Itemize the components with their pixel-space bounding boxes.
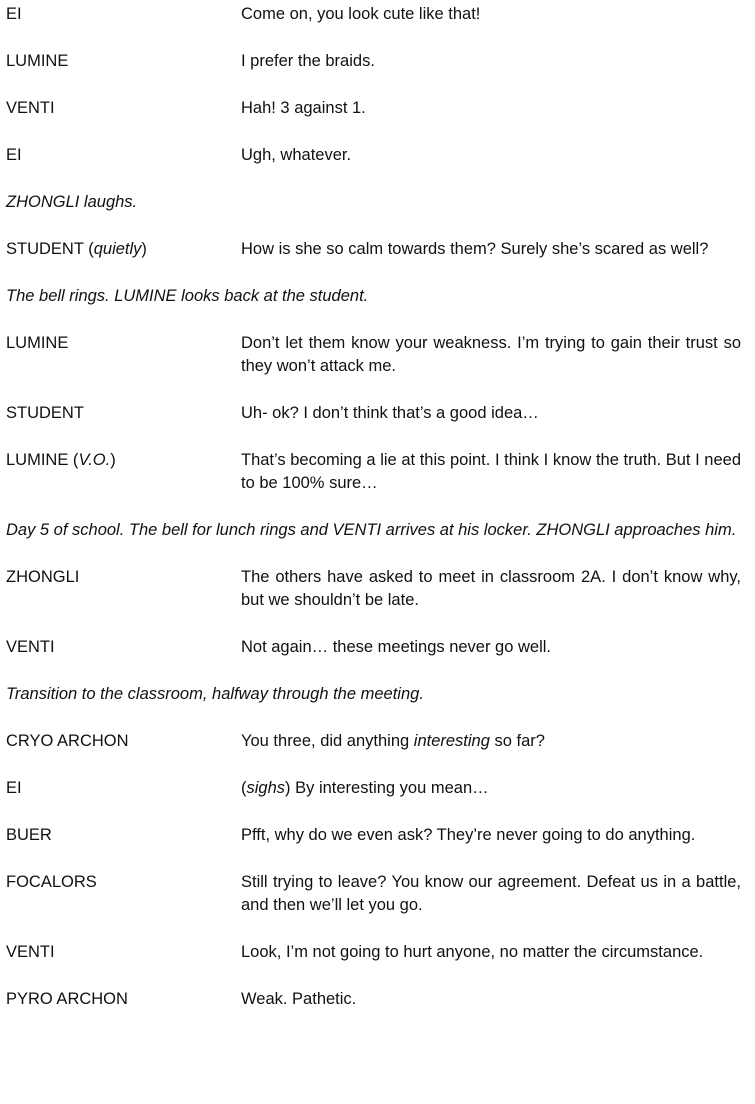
dialogue-text-part: so far? [489, 732, 545, 750]
dialogue-line [6, 777, 741, 800]
character-name: LUMINE [6, 52, 69, 70]
character-name: EI [6, 146, 22, 164]
dialogue-line [6, 50, 741, 73]
character-name: VENTI [6, 943, 55, 961]
dialogue-text [241, 730, 741, 753]
dialogue-line [6, 238, 741, 261]
dialogue-line [6, 824, 741, 847]
character-name: CRYO ARCHON [6, 732, 129, 750]
character-name: VENTI [6, 638, 55, 656]
dialogue-line [6, 636, 741, 659]
dialogue-text: Come on, you look cute like that! [241, 5, 481, 23]
dialogue-text: Not again… these meetings never go well. [241, 638, 552, 656]
parenthetical: sighs [246, 779, 286, 797]
character-name: EI [6, 5, 22, 23]
character-name: ZHONGLI [6, 568, 80, 586]
character-name: PYRO ARCHON [6, 990, 128, 1008]
dialogue-text: Ugh, whatever. [241, 146, 352, 164]
character-name: STUDENT [6, 404, 84, 422]
dialogue-line [6, 566, 741, 612]
dialogue-text: How is she so calm towards them? Surely she’s scared as well? [241, 240, 709, 258]
dialogue-text: Don’t let them know your weakness. I’m trying to gain their trust so they won’t attack me. [241, 334, 741, 375]
screenplay-page [6, 3, 741, 1035]
dialogue-text-part: You three, did anything [241, 732, 414, 750]
character-name: EI [6, 779, 22, 797]
dialogue-text: Pfft, why do we even ask? They’re never going to do anything. [241, 826, 696, 844]
dialogue-line [6, 871, 741, 917]
stage-direction: Transition to the classroom, halfway through the meeting. [6, 685, 424, 703]
dialogue-line [6, 402, 741, 425]
dialogue-line [6, 988, 741, 1011]
dialogue-text: Uh- ok? I don’t think that’s a good idea… [241, 404, 539, 422]
character-name-block: LUMINE (V.O.) [6, 451, 116, 469]
dialogue-line [6, 144, 741, 167]
parenthetical: quietly [93, 240, 142, 258]
character-name: LUMINE [6, 334, 69, 352]
stage-direction: Day 5 of school. The bell for lunch rings and VENTI arrives at his locker. ZHONGLI approaches him. [6, 521, 737, 539]
stage-direction: ZHONGLI laughs. [6, 193, 138, 211]
stage-direction: The bell rings. LUMINE looks back at the student. [6, 287, 369, 305]
dialogue-line [6, 3, 741, 26]
dialogue-text: Still trying to leave? You know our agreement. Defeat us in a battle, and then we’ll let you go. [241, 873, 741, 914]
dialogue-line [6, 941, 741, 964]
character-name: BUER [6, 826, 52, 844]
dialogue-line [6, 449, 741, 495]
dialogue-text: Look, I’m not going to hurt anyone, no matter the circumstance. [241, 943, 704, 961]
emphasis-text: interesting [413, 732, 490, 750]
dialogue-text: The others have asked to meet in classroom 2A. I don’t know why, but we shouldn’t be late. [241, 568, 741, 609]
character-name: LUMINE [6, 451, 69, 469]
character-name-block: STUDENT (quietly) [6, 240, 147, 258]
dialogue-text: (sighs) By interesting you mean… [241, 779, 489, 797]
character-name: VENTI [6, 99, 55, 117]
character-name: STUDENT [6, 240, 84, 258]
dialogue-line [6, 97, 741, 120]
dialogue-line [6, 332, 741, 378]
dialogue-text: Weak. Pathetic. [241, 990, 357, 1008]
dialogue-line [6, 730, 741, 753]
dialogue-text: That’s becoming a lie at this point. I think I know the truth. But I need to be 100% sure… [241, 451, 741, 492]
dialogue-text-part: By interesting you mean… [290, 779, 489, 797]
dialogue-text: I prefer the braids. [241, 52, 375, 70]
parenthetical: V.O. [78, 451, 111, 469]
dialogue-text: Hah! 3 against 1. [241, 99, 366, 117]
character-name: FOCALORS [6, 873, 97, 891]
